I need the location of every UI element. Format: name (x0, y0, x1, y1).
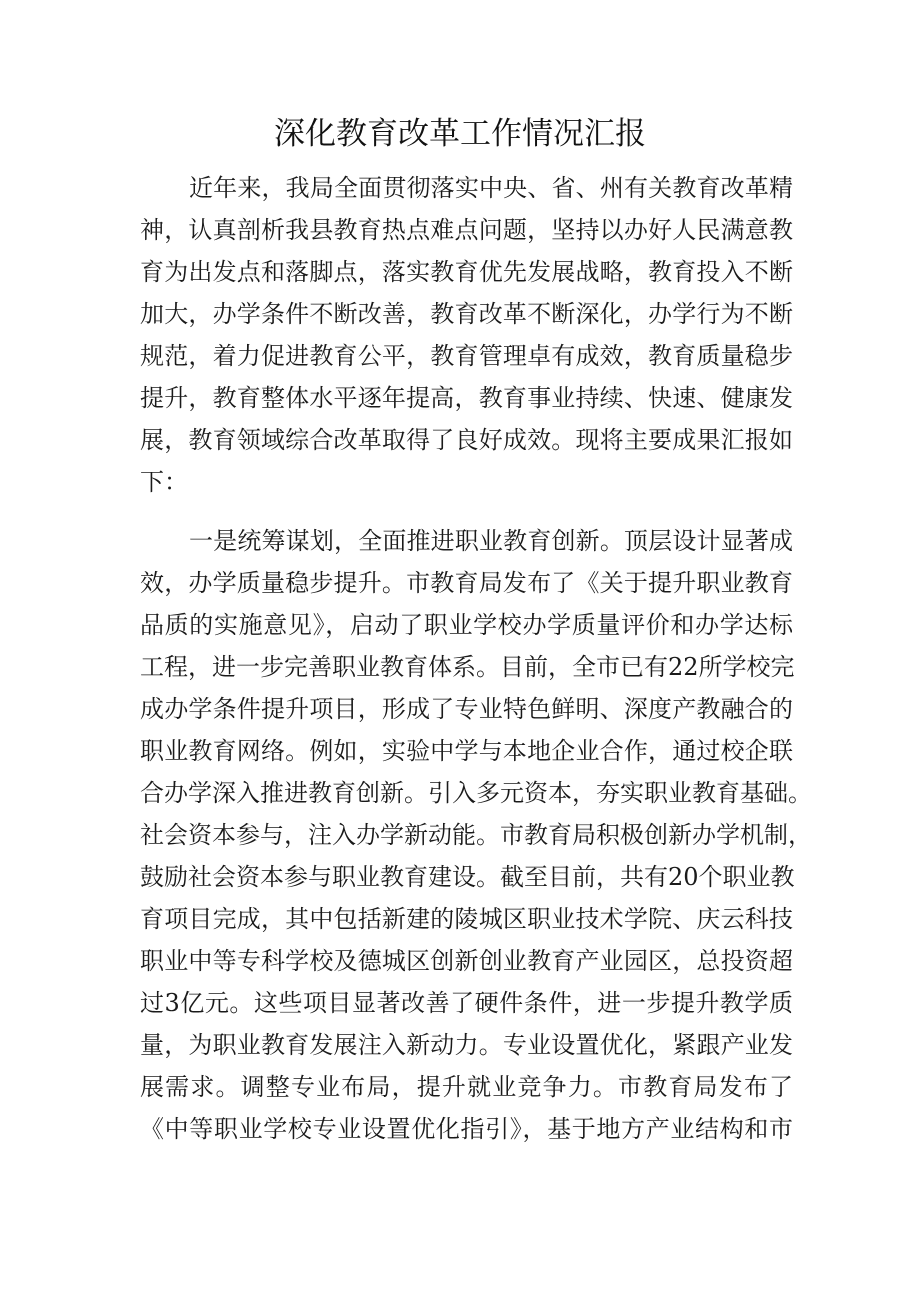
text-line: 效，办学质量稳步提升。市教育局发布了《关于提升职业教育 (140, 569, 793, 597)
text-line: 社会资本参与，注入办学新动能。市教育局积极创新办学机制， (140, 821, 812, 849)
text-line: 下： (140, 468, 188, 496)
text-line: 过3亿元。这些项目显著改善了硬件条件，进一步提升教学质 (140, 989, 793, 1017)
text-line: 提升，教育整体水平逐年提高，教育事业持续、快速、健康发 (140, 384, 793, 412)
text-line: 职业教育网络。例如，实验中学与本地企业合作，通过校企联 (140, 737, 793, 765)
text-line: 量，为职业教育发展注入新动力。专业设置优化，紧跟产业发 (140, 1031, 793, 1059)
text-line: 近年来，我局全面贯彻落实中央、省、州有关教育改革精 (189, 174, 793, 202)
document-title: 深化教育改革工作情况汇报 (274, 116, 646, 152)
text-line: 育项目完成，其中包括新建的陵城区职业技术学院、庆云科技 (140, 905, 793, 933)
text-line: 鼓励社会资本参与职业教育建设。截至目前，共有20个职业教 (140, 863, 795, 891)
text-line: 品质的实施意见》，启动了职业学校办学质量评价和办学达标 (140, 611, 793, 639)
text-line: 展需求。调整专业布局，提升就业竞争力。市教育局发布了 (140, 1073, 793, 1101)
text-line: 育为出发点和落脚点，落实教育优先发展战略，教育投入不断 (140, 258, 793, 286)
text-line: 展，教育领域综合改革取得了良好成效。现将主要成果汇报如 (140, 426, 793, 454)
text-line: 成办学条件提升项目，形成了专业特色鲜明、深度产教融合的 (140, 695, 793, 723)
text-line: 神，认真剖析我县教育热点难点问题，坚持以办好人民满意教 (140, 216, 793, 244)
text-line: 合办学深入推进教育创新。引入多元资本，夯实职业教育基础。 (140, 779, 812, 807)
text-line: 一是统筹谋划，全面推进职业教育创新。顶层设计显著成 (189, 527, 793, 555)
text-line: 工程，进一步完善职业教育体系。目前，全市已有22所学校完 (140, 653, 795, 681)
text-line: 职业中等专科学校及德城区创新创业教育产业园区，总投资超 (140, 947, 793, 975)
text-line: 加大，办学条件不断改善，教育改革不断深化，办学行为不断 (140, 300, 793, 328)
text-line: 规范，着力促进教育公平，教育管理卓有成效，教育质量稳步 (140, 342, 793, 370)
text-line: 《中等职业学校专业设置优化指引》，基于地方产业结构和市 (140, 1115, 793, 1143)
